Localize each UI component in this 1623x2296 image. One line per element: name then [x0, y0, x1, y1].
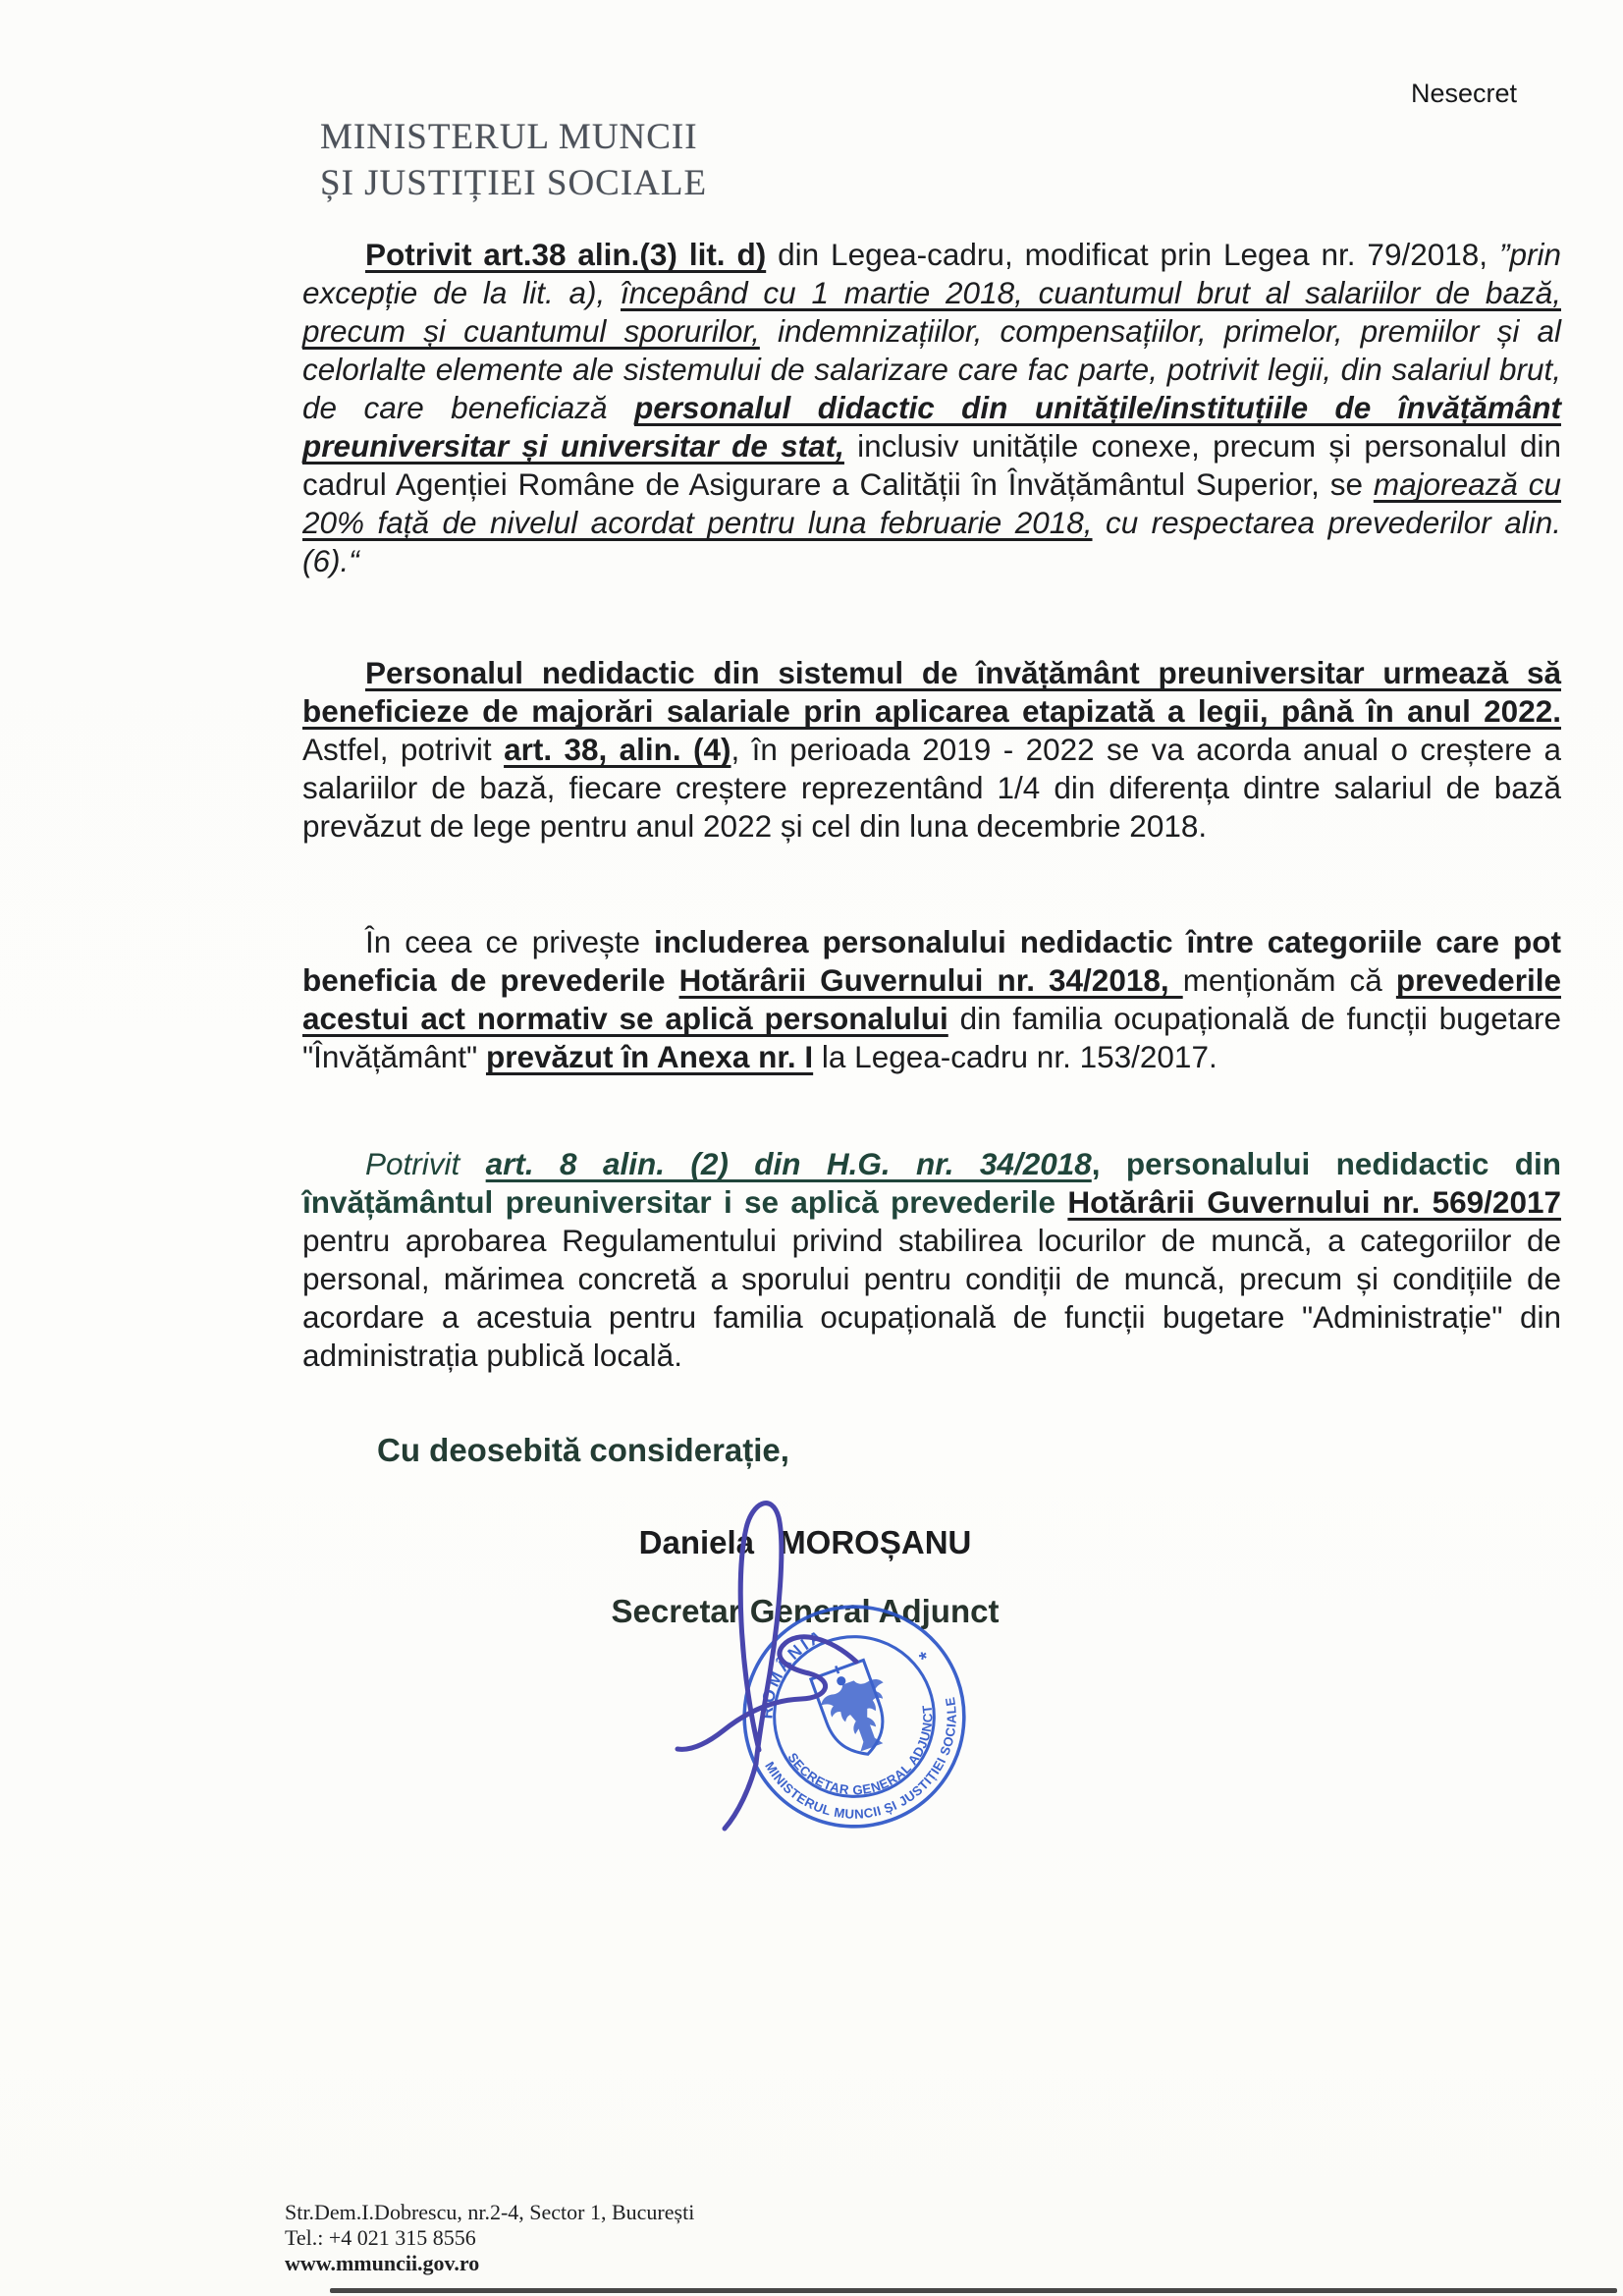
- stamp-ministry-ring-text: MINISTERUL MUNCII ȘI JUSTIȚIEI SOCIALE: [762, 1695, 959, 1822]
- closing-salutation: Cu deosebită considerație,: [377, 1432, 789, 1468]
- stamp-country-text: ROMÂNIA: [756, 1624, 828, 1720]
- text-run: din Legea-cadru, modificat prin Legea nr. 79/2018,: [766, 237, 1499, 272]
- text-run: ”prin excepție de la lit. a),: [302, 237, 1561, 310]
- text-run: pentru aprobarea Regulamentului privind stabilirea locurilor de muncă, a categoriilor de personal, mărimea concretă a sporului pentru condiții de muncă, precum și condițiile de acordare a acestuia pentru familia ocupațională de funcții bugetare "Administrație" din administrația publică locală.: [302, 1223, 1561, 1373]
- footer-contact: [285, 2200, 694, 2276]
- text-run: la Legea-cadru nr. 153/2017.: [813, 1039, 1217, 1074]
- signer-title: Secretar General Adjunct: [611, 1593, 1000, 1629]
- text-run: cu respectarea prevederilor alin. (6).“: [302, 505, 1562, 578]
- footer-address: Str.Dem.I.Dobrescu, nr.2-4, Sector 1, București: [285, 2200, 695, 2224]
- ministry-name-line1: MINISTERUL MUNCII: [320, 117, 698, 157]
- classification-label: Nesecret: [1411, 79, 1518, 108]
- stamp-title-ring-text: SECRETAR GENERAL ADJUNCT: [784, 1704, 936, 1798]
- text-run: indemnizațiilor, compensațiilor, primelor, premiilor și al celorlalte elemente ale sistemului de salarizare care fac parte, potrivit legii, din salariul brut, de care beneficiază: [302, 313, 1561, 425]
- text-run: art. 38, alin. (4): [504, 732, 731, 767]
- text-run: Personalul nedidactic din sistemul de învățământ preuniversitar urmează să beneficieze de majorări salariale prin aplicarea etapizată a legii, până în anul 2022.: [302, 655, 1561, 729]
- paragraph-4: [302, 1145, 1561, 1375]
- text-run: menționăm că: [1182, 962, 1396, 998]
- ministry-name-line2: ȘI JUSTIȚIEI SOCIALE: [320, 163, 708, 203]
- text-run: Astfel, potrivit: [302, 732, 505, 767]
- text-run: Potrivit: [365, 1146, 486, 1181]
- paragraph-1: [302, 236, 1561, 580]
- stamp-eagle-icon: [814, 1664, 902, 1759]
- scan-edge-artifact: [330, 2288, 1617, 2293]
- paragraph-3: [302, 923, 1561, 1076]
- text-run: Potrivit art.38 alin.(3) lit. d): [365, 237, 767, 272]
- text-run: începând cu 1 martie 2018, cuantumul brut al salariilor de bază, precum și cuantumul sporurilor,: [302, 275, 1561, 349]
- text-run: Hotărârii Guvernului nr. 569/2017: [1067, 1184, 1561, 1220]
- text-run: art. 8 alin. (2) din H.G. nr. 34/2018: [485, 1146, 1092, 1181]
- text-run: Hotărârii Guvernului nr. 34/2018,: [678, 962, 1183, 998]
- text-run: , în perioada 2019 - 2022 se va acorda anual o creștere a salariilor de bază, fiecare creștere reprezentând 1/4 din diferența dintre salariul de bază prevăzut de lege pentru anul 2022 și cel din luna decembrie 2018.: [302, 732, 1561, 844]
- text-run: inclusiv unitățile conexe, precum și personalul din cadrul Agenției Române de Asigurare a Calității în Învățământul Superior, se: [302, 428, 1561, 502]
- signer-name: Daniela MOROȘANU: [638, 1524, 972, 1560]
- text-run: În ceea ce privește: [365, 924, 654, 959]
- text-run: prevederile acestui act normativ se aplică personalului: [302, 962, 1561, 1036]
- footer-website: www.mmuncii.gov.ro: [285, 2251, 480, 2275]
- footer-phone: Tel.: +4 021 315 8556: [285, 2225, 476, 2250]
- text-run: , personalului nedidactic din învățământul preuniversitar i se aplică prevederile: [302, 1146, 1561, 1220]
- text-run: includerea personalului nedidactic între categoriile care pot beneficia de prevederile: [302, 924, 1561, 998]
- ministry-letterhead: [320, 114, 707, 206]
- stamp-cross: [832, 1665, 841, 1674]
- paragraph-2: [302, 654, 1561, 846]
- text-run: personalul didactic din unitățile/instituțiile de învățământ preuniversitar și universitar de stat,: [302, 390, 1562, 464]
- text-run: din familia ocupațională de funcții bugetare "Învățământ": [302, 1001, 1561, 1074]
- stamp-star: *: [908, 1648, 931, 1668]
- text-run: prevăzut în Anexa nr. I: [485, 1039, 814, 1074]
- text-run: majorează cu 20% față de nivelul acordat pentru luna februarie 2018,: [302, 466, 1562, 540]
